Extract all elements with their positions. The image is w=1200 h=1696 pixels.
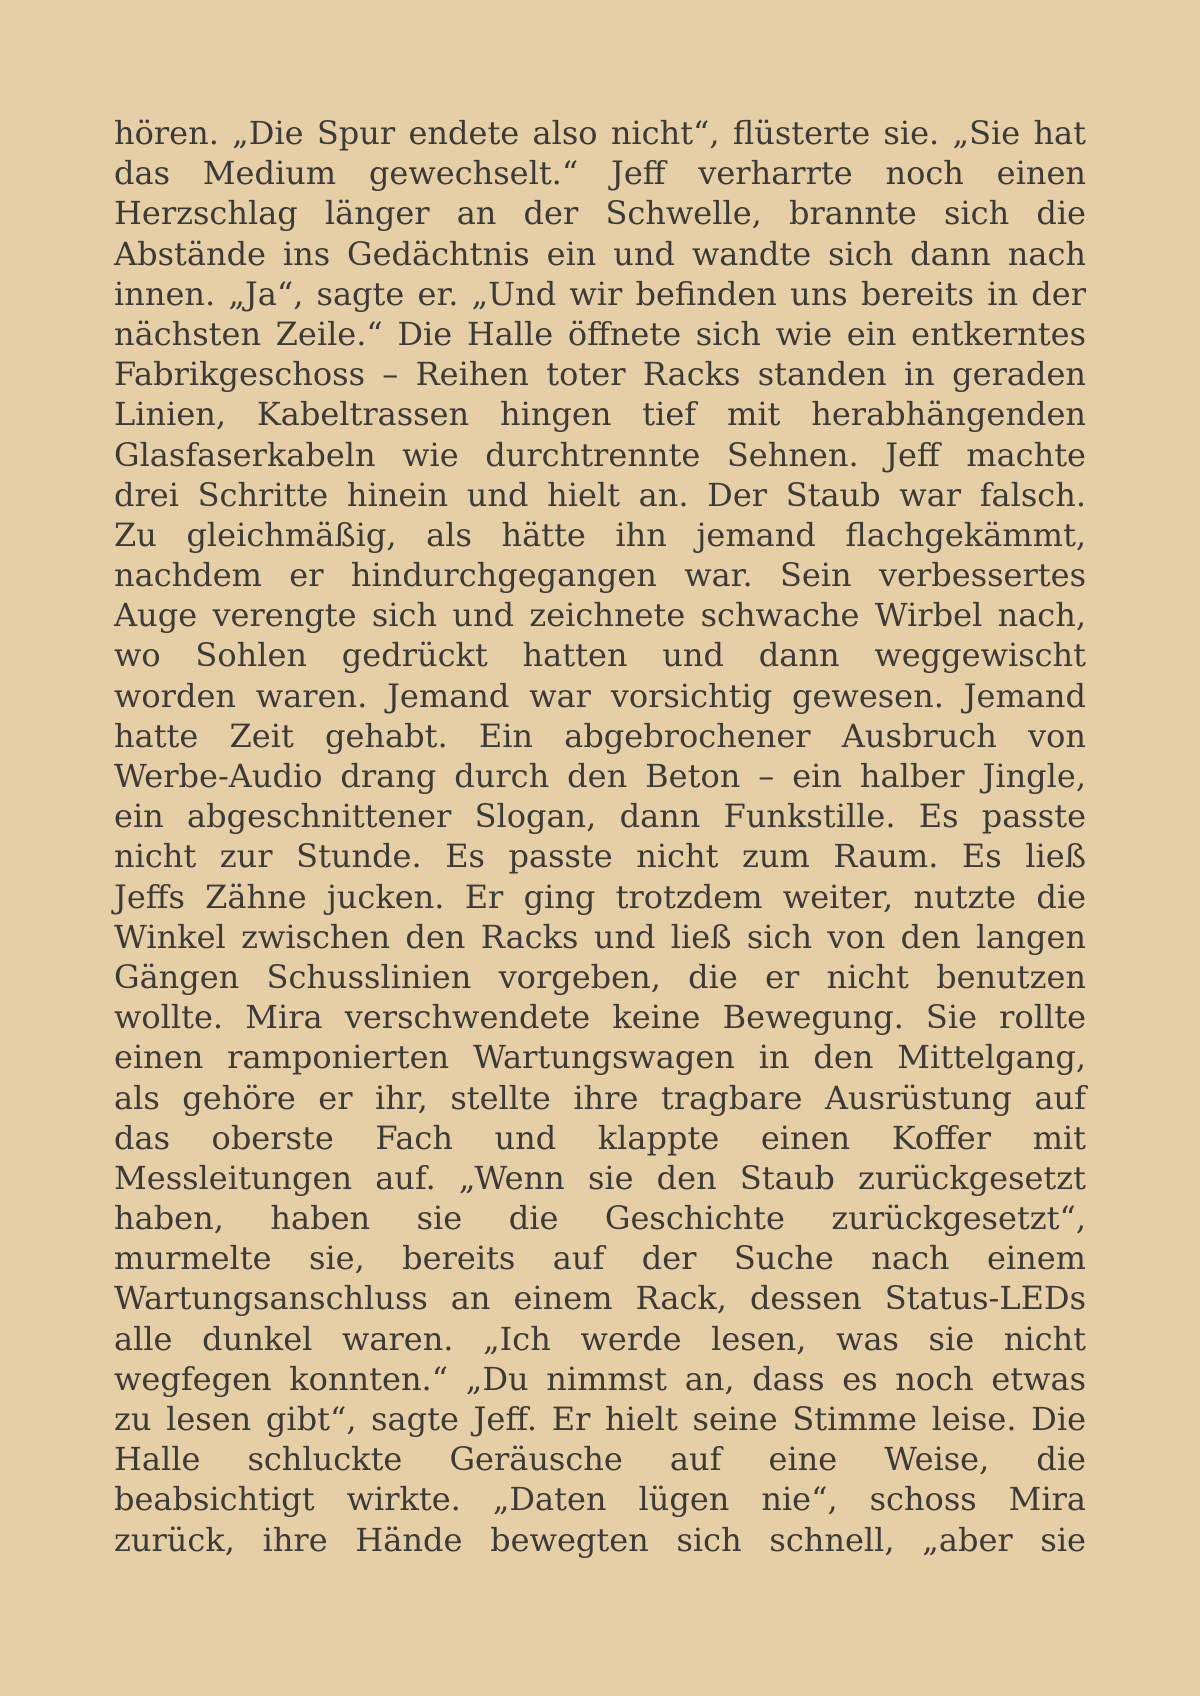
body-text [114,113,1086,1560]
text-line: Werbe-Audio drang durch den Beton – ein halber Jingle, [114,757,1086,795]
text-line: innen. „Ja“, sagte er. „Und wir befinden uns bereits in der [114,274,1086,313]
text-line: Glasfaserkabeln wie durchtrennte Sehnen. Jeff machte [114,435,1086,474]
text-line: zu lesen gibt“, sagte Jeff. Er hielt seine Stimme leise. Die [114,1400,1086,1438]
text-line: einen ramponierten Wartungswagen in den Mittelgang, [114,1038,1086,1077]
text-line: murmelte sie, bereits auf der Suche nach einem [114,1239,1086,1278]
text-line: ein abgeschnittener Slogan, dann Funkstille. Es passte [114,797,1086,836]
text-line: Halle schluckte Geräusche auf eine Weise, die [114,1440,1086,1479]
text-line: Wartungsanschluss an einem Rack, dessen Status-LEDs [114,1279,1086,1318]
text-line: nächsten Zeile.“ Die Halle öffnete sich wie ein entkerntes [114,314,1086,353]
text-line: hören. „Die Spur endete also nicht“, flüsterte sie. „Sie hat [114,114,1086,152]
text-line: Winkel zwischen den Racks und ließ sich von den langen [114,917,1086,956]
text-line: Jeffs Zähne jucken. Er ging trotzdem weiter, nutzte die [114,877,1086,916]
text-line: Herzschlag länger an der Schwelle, brannte sich die [114,194,1086,233]
text-line: worden waren. Jemand war vorsichtig gewesen. Jemand [114,676,1086,715]
text-line: zurück, ihre Hände bewegten sich schnell, „aber sie [114,1520,1086,1559]
text-line: wegfegen konnten.“ „Du nimmst an, dass es noch etwas [114,1359,1086,1398]
text-line: wollte. Mira verschwendete keine Bewegung. Sie rollte [114,998,1086,1037]
text-line: Linien, Kabeltrassen hingen tief mit herabhängenden [114,395,1086,434]
text-line: nicht zur Stunde. Es passte nicht zum Raum. Es ließ [114,837,1086,876]
text-line: Gängen Schusslinien vorgeben, die er nicht benutzen [114,957,1086,996]
text-line: haben, haben sie die Geschichte zurückgesetzt“, [114,1199,1086,1238]
text-line: das Medium gewechselt.“ Jeff verharrte noch einen [114,154,1086,193]
text-line: alle dunkel waren. „Ich werde lesen, was sie nicht [114,1319,1086,1358]
text-line: hatte Zeit gehabt. Ein abgebrochener Ausbruch von [114,716,1086,755]
text-line: Fabrikgeschoss – Reihen toter Racks standen in geraden [114,355,1086,394]
text-line: nachdem er hindurchgegangen war. Sein verbessertes [114,556,1086,595]
text-line: als gehöre er ihr, stellte ihre tragbare Ausrüstung auf [114,1078,1086,1117]
text-line: drei Schritte hinein und hielt an. Der Staub war falsch. [114,475,1086,514]
text-line: beabsichtigt wirkte. „Daten lügen nie“, schoss Mira [114,1480,1086,1519]
text-line: Abstände ins Gedächtnis ein und wandte sich dann nach [114,234,1086,273]
text-line: wo Sohlen gedrückt hatten und dann weggewischt [114,636,1086,675]
text-line: Zu gleichmäßig, als hätte ihn jemand flachgekämmt, [114,515,1086,554]
text-line: Auge verengte sich und zeichnete schwache Wirbel nach, [114,596,1086,635]
text-line: das oberste Fach und klappte einen Koffer mit [114,1118,1086,1157]
text-line: Messleitungen auf. „Wenn sie den Staub zurückgesetzt [114,1158,1086,1197]
